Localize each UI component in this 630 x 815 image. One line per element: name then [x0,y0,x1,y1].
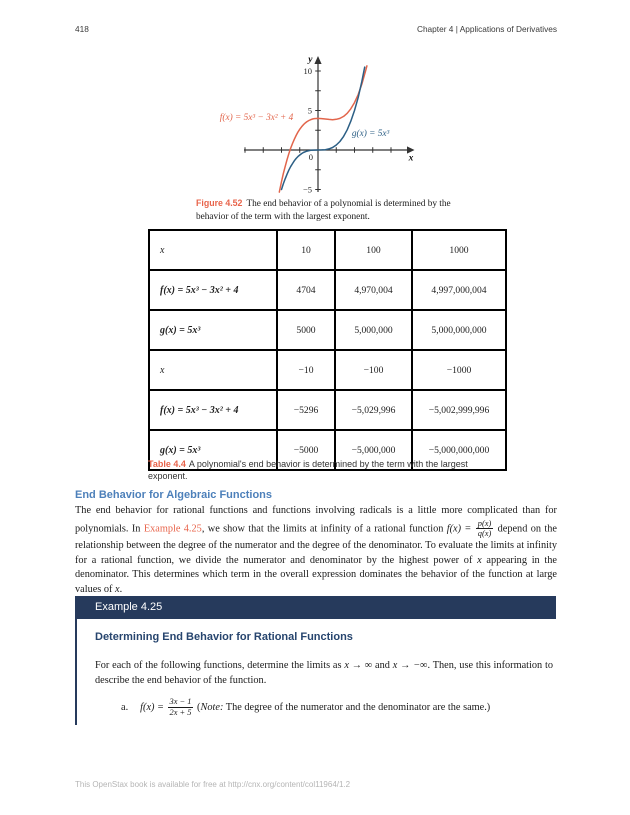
text-run: Note: [200,701,224,713]
table-row [149,390,506,430]
y-axis-label: y [308,55,313,65]
table-caption [148,458,484,482]
text-run: . [119,583,123,595]
figure-caption-text: The end behavior of a polynomial is determined by the behavior of the term with the largest exponent. [196,199,451,222]
table-row [149,350,506,390]
text-run: x → ∞ [344,660,373,671]
fraction-numerator: 3x − 1 [169,697,192,707]
text-run: ( [194,701,201,713]
table-cell: −5,002,999,996 [412,390,506,430]
y-axis-arrow [314,56,321,64]
body-text [75,504,557,597]
text-run: appearing in the denominator. This determines which term in the overall expression dominates the behavior of the function at large values of [75,554,557,595]
inline-fraction [168,697,194,717]
table-cell: 4,970,004 [335,270,412,310]
polynomial-end-behavior-graph [200,50,430,200]
page-number: 418 [75,24,89,34]
table-row [149,230,506,270]
table-cell: −5296 [277,390,335,430]
table-cell: −10 [277,350,335,390]
figure-label: Figure 4.52 [196,198,243,208]
table-cell: 100 [335,230,412,270]
fraction-denominator: q(x) [477,529,492,539]
table-row-label: x [149,350,277,390]
table-label: Table 4.4 [148,459,186,469]
intro-paragraph [75,504,557,597]
text-run: and [372,660,393,671]
end-behavior-table [148,229,507,471]
figure-caption [196,198,456,223]
example-body [75,619,556,725]
curve-label-f: f(x) = 5x³ − 3x² + 4 [219,113,294,123]
page-header [75,24,557,34]
text-run: Example 4.25 [143,523,202,535]
example-box [75,596,556,725]
example-instructions [95,659,553,688]
table-cell: 1000 [412,230,506,270]
text-run: The end behavior for rational functions and functions involving radicals is a little more complicated than for polynomials. In [75,505,557,535]
table-row [149,310,506,350]
table-cell: 5,000,000 [335,310,412,350]
origin-label: 0 [308,152,313,162]
table-cell: −1000 [412,350,506,390]
table-cell: 10 [277,230,335,270]
table-cell: −5,000,000,000 [412,430,506,470]
table-cell: 4,997,000,004 [412,270,506,310]
y-tick-label: −5 [302,184,312,195]
y-tick-label: 10 [303,66,312,76]
text-run: For each of the following functions, determine the limits as [95,660,345,671]
footer-note: This OpenStax book is available for free at http://cnx.org/content/col11964/1.2 [75,780,351,789]
text-run: . Then, use this information to describe the end behavior of the function. [95,660,554,686]
y-tick-label: 5 [307,105,312,116]
inline-fraction [476,519,493,539]
fraction-denominator: 2x + 5 [169,707,192,717]
text-run: f(x) = [140,701,167,713]
item-a-content [140,697,491,717]
table-cell: 5,000,000,000 [412,310,506,350]
x-axis-label: x [408,153,414,164]
item-a-label: a. [121,701,129,713]
chapter-header: Chapter 4 | Applications of Derivatives [416,24,557,34]
text-run: , we show that the limits at infinity of a rational function [201,523,447,535]
fraction-numerator: p(x) [477,518,492,528]
text-run: x [477,554,482,566]
text-run: depend on the relationship between the degree of the numerator and the degree of the denominator. To evaluate the limits at infinity for a rational function, we divide the numerator and denominator by the highest power of [75,523,557,566]
text-run: x [115,583,120,595]
table-cell: −5,000,000 [335,430,412,470]
table-cell: 4704 [277,270,335,310]
table-row-label: f(x) = 5x³ − 3x² + 4 [149,390,277,430]
table-caption-text: A polynomial's end behavior is determined by the term with the largest exponent. [148,459,468,482]
table-cell: 5000 [277,310,335,350]
example-subtitle: Determining End Behavior for Rational Functions [95,631,353,643]
text-run: The degree of the numerator and the denominator are the same.) [223,701,491,713]
curve-label-g: g(x) = 5x³ [351,129,390,139]
table-row-label: g(x) = 5x³ [149,310,277,350]
table-cell: −100 [335,350,412,390]
example-header: Example 4.25 [75,596,556,619]
table-cell: −5000 [277,430,335,470]
table-cell: −5,029,996 [335,390,412,430]
table-body [149,230,506,470]
example-item-a [121,697,556,717]
table-row-label: g(x) = 5x³ [149,430,277,470]
table-row [149,270,506,310]
section-heading: End Behavior for Algebraic Functions [75,489,273,501]
text-run: x → −∞ [392,660,428,671]
text-run: f(x) = [446,523,475,535]
table-row-label: x [149,230,277,270]
table-row-label: f(x) = 5x³ − 3x² + 4 [149,270,277,310]
